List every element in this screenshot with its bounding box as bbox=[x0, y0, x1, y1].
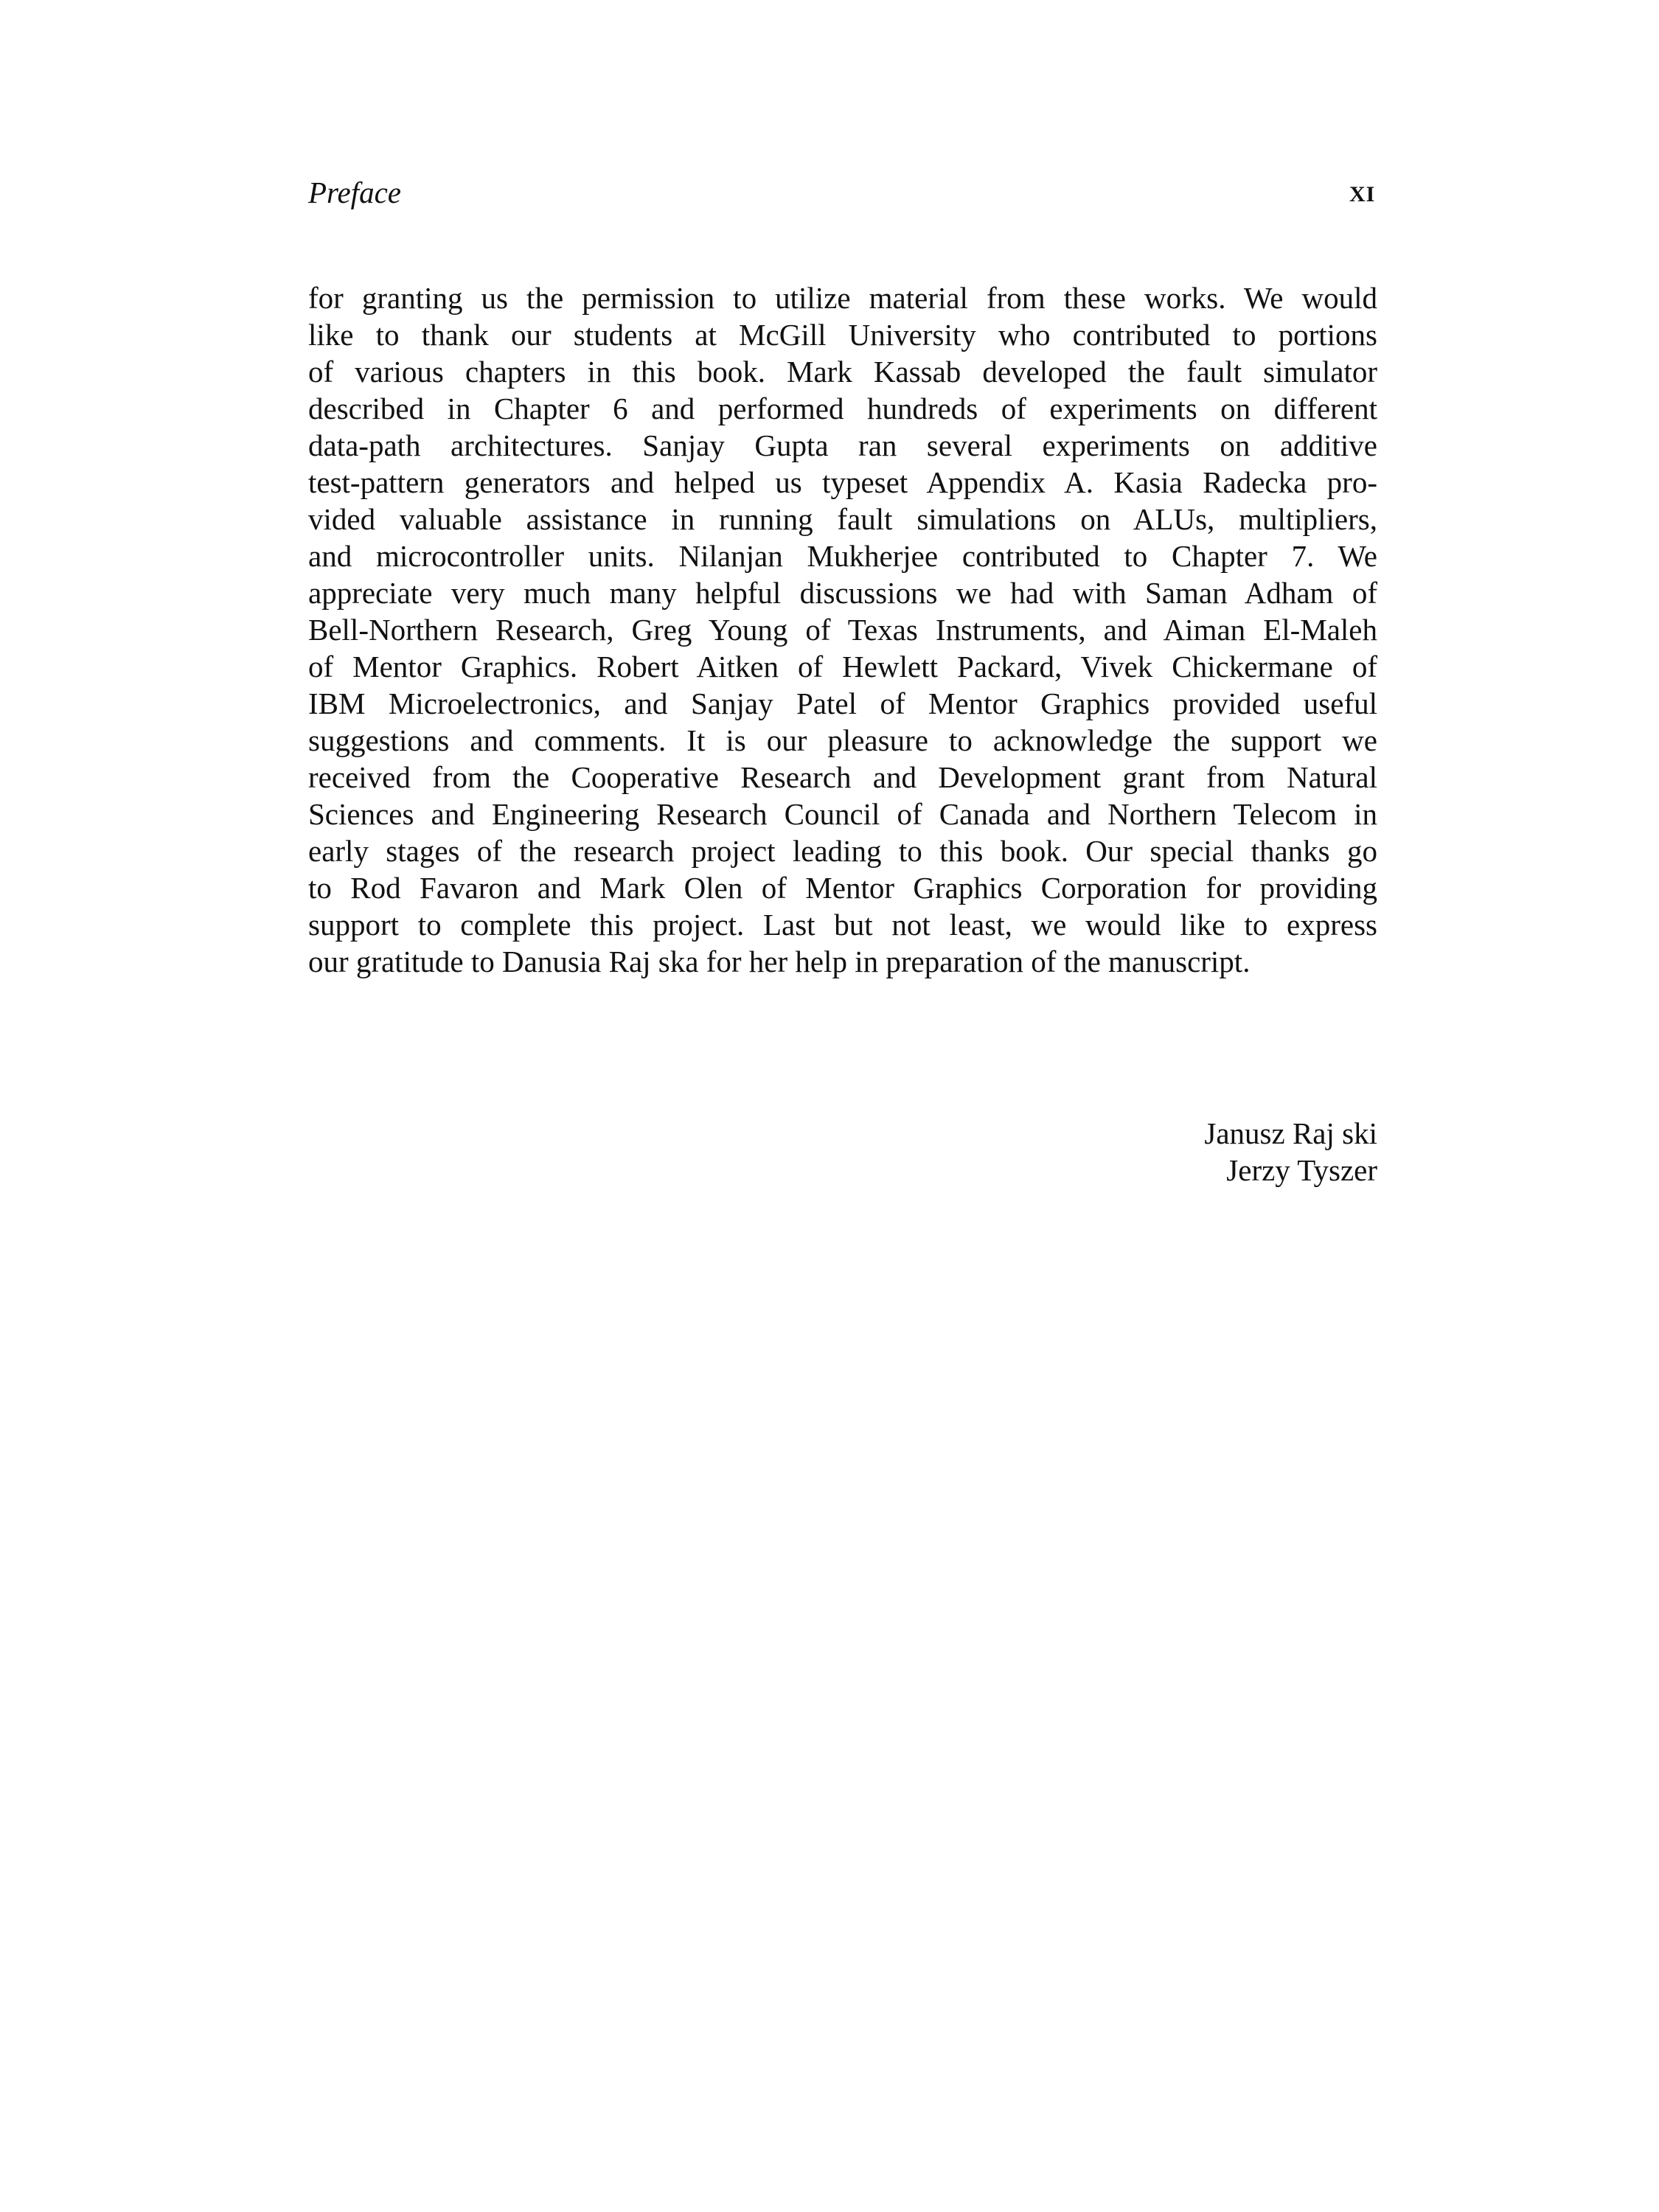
preface-paragraph bbox=[308, 279, 1377, 980]
text-line: early stages of the research project leading to this book. Our special thanks go bbox=[308, 834, 1377, 868]
page-number: XI bbox=[1349, 182, 1376, 206]
text-line: of various chapters in this book. Mark Kassab developed the fault simulator bbox=[308, 355, 1377, 389]
text-line: test-pattern generators and helped us typeset Appendix A. Kasia Radecka pro- bbox=[308, 465, 1377, 499]
text-line: our gratitude to Danusia Raj ska for her help in preparation of the manuscript. bbox=[308, 945, 1251, 978]
text-line: received from the Cooperative Research and Development grant from Natural bbox=[308, 760, 1377, 794]
text-line: and microcontroller units. Nilanjan Mukherjee contributed to Chapter 7. We bbox=[308, 539, 1377, 573]
text-line: appreciate very much many helpful discussions we had with Saman Adham of bbox=[308, 576, 1377, 610]
text-line: data-path architectures. Sanjay Gupta ran several experiments on additive bbox=[308, 428, 1377, 462]
author-name: Jerzy Tyszer bbox=[1226, 1153, 1377, 1187]
text-line: like to thank our students at McGill University who contributed to portions bbox=[308, 318, 1377, 352]
text-line: described in Chapter 6 and performed hundreds of experiments on different bbox=[308, 392, 1377, 425]
text-line: support to complete this project. Last but not least, we would like to express bbox=[308, 908, 1377, 942]
text-line: Sciences and Engineering Research Council of Canada and Northern Telecom in bbox=[308, 797, 1377, 831]
text-line: Bell-Northern Research, Greg Young of Texas Instruments, and Aiman El-Maleh bbox=[308, 613, 1377, 647]
text-line: vided valuable assistance in running fault simulations on ALUs, multipliers, bbox=[308, 502, 1377, 536]
text-line: for granting us the permission to utilize material from these works. We would bbox=[308, 281, 1377, 315]
text-line: of Mentor Graphics. Robert Aitken of Hewlett Packard, Vivek Chickermane of bbox=[308, 650, 1377, 684]
text-line: IBM Microelectronics, and Sanjay Patel of Mentor Graphics provided useful bbox=[308, 686, 1377, 720]
text-line: suggestions and comments. It is our pleasure to acknowledge the support we bbox=[308, 723, 1377, 757]
running-head: Preface bbox=[308, 175, 401, 209]
author-signatures bbox=[1032, 1115, 1377, 1189]
text-line: to Rod Favaron and Mark Olen of Mentor Graphics Corporation for providing bbox=[308, 871, 1377, 905]
author-name: Janusz Raj ski bbox=[1204, 1116, 1377, 1150]
